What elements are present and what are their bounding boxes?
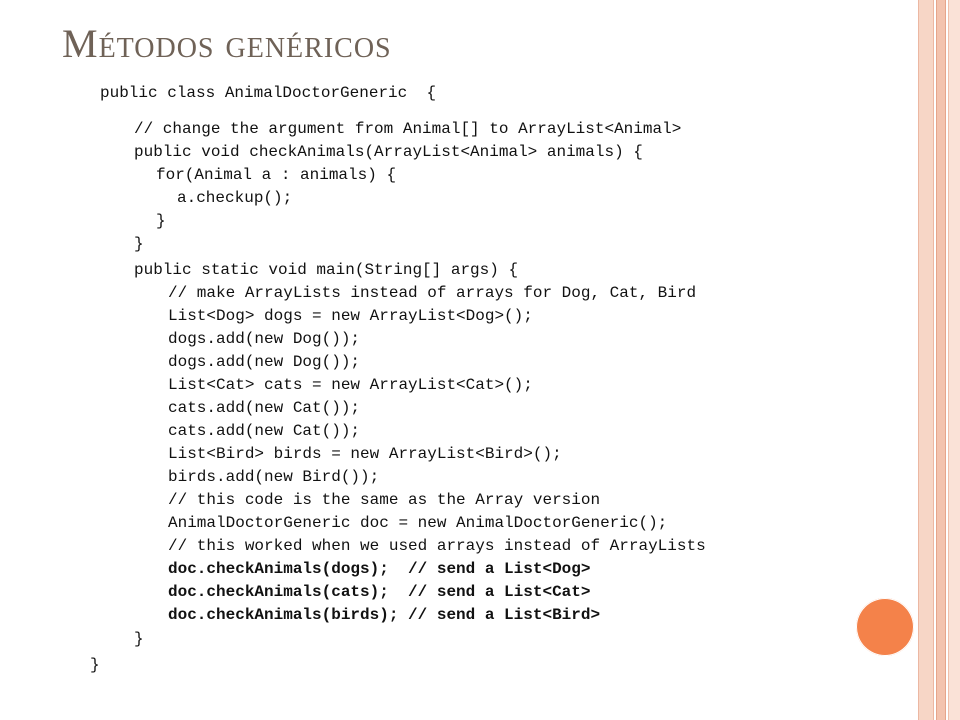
code-line: } xyxy=(134,235,144,253)
code-line: cats.add(new Cat()); xyxy=(168,422,361,440)
code-line: a.checkup(); xyxy=(177,189,293,207)
slide-title: Métodos genéricos xyxy=(62,21,392,66)
orange-circle-decoration xyxy=(856,598,914,656)
code-block xyxy=(78,80,858,690)
code-line: List<Bird> birds = new ArrayList<Bird>(); xyxy=(168,445,562,463)
decorative-bar xyxy=(948,0,960,720)
code-line: for(Animal a : animals) { xyxy=(156,166,397,184)
code-line: } xyxy=(156,212,166,230)
code-line: } xyxy=(90,656,100,674)
code-line: } xyxy=(134,630,144,648)
code-line: cats.add(new Cat()); xyxy=(168,399,361,417)
code-line: public void checkAnimals(ArrayList<Animal> animals) { xyxy=(134,143,643,161)
code-line: // make ArrayLists instead of arrays for Dog, Cat, Bird xyxy=(168,284,697,302)
code-line: doc.checkAnimals(cats); // send a List<Cat> xyxy=(168,583,591,601)
code-line: dogs.add(new Dog()); xyxy=(168,353,361,371)
decorative-bar xyxy=(936,0,946,720)
code-line: // this code is the same as the Array version xyxy=(168,491,601,509)
code-line: // change the argument from Animal[] to ArrayList<Animal> xyxy=(134,120,682,138)
code-line: doc.checkAnimals(birds); // send a List<Bird> xyxy=(168,606,601,624)
code-line: dogs.add(new Dog()); xyxy=(168,330,361,348)
code-line: birds.add(new Bird()); xyxy=(168,468,380,486)
code-line: public static void main(String[] args) { xyxy=(134,261,519,279)
code-line: // this worked when we used arrays instead of ArrayLists xyxy=(168,537,706,555)
code-line: doc.checkAnimals(dogs); // send a List<Dog> xyxy=(168,560,591,578)
decorative-bar xyxy=(918,0,934,720)
code-line: public class AnimalDoctorGeneric { xyxy=(100,84,437,102)
code-line: List<Dog> dogs = new ArrayList<Dog>(); xyxy=(168,307,533,325)
code-line: List<Cat> cats = new ArrayList<Cat>(); xyxy=(168,376,533,394)
code-line: AnimalDoctorGeneric doc = new AnimalDoctorGeneric(); xyxy=(168,514,668,532)
